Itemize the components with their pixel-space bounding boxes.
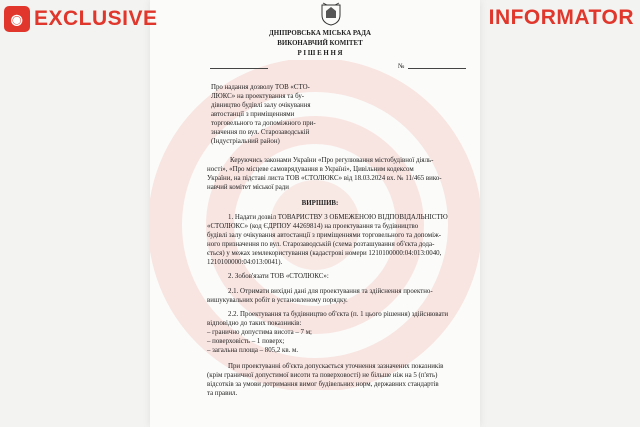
title-line: Про надання дозволу ТОВ «СТО- <box>211 84 310 91</box>
title-line: торговельного та допоміжного при- <box>211 120 316 127</box>
brand-informator: INFORMATOR <box>488 6 634 29</box>
item-1-line: «СТОЛЮКС» (код ЄДРПОУ 44269814) на проектування та будівництво <box>207 223 419 230</box>
item-2-2-line: відповідно до таких показників: <box>207 320 302 327</box>
committee-heading: ВИКОНАВЧИЙ КОМІТЕТ <box>277 40 363 47</box>
title-line: ЛЮКС» на проектування та бу- <box>211 93 305 100</box>
item-2-2-line: – гранично допустима висота – 7 м; <box>207 329 312 336</box>
closing-line: При проектуванні об'єкта допускається уточнення зазначених показників <box>228 363 444 370</box>
title-line: (Індустріальний район) <box>211 138 280 145</box>
closing-line: та правил. <box>207 390 238 397</box>
city-coat-of-arms-icon <box>320 2 342 26</box>
brand-exclusive-label: EXCLUSIVE <box>34 7 158 30</box>
decision-heading: Р І Ш Е Н Н Я <box>297 50 343 57</box>
title-line: значення по вул. Старозаводській <box>211 129 310 136</box>
preamble-line: Керуючись законами України «Про регулювання містобудівної діяль- <box>230 157 434 164</box>
closing-line: відсотків за умови дотримання вимог будівельних норм, державних стандартів <box>207 381 439 388</box>
item-1-line: будівлі залу очікування автостанції з приміщеннями торговельного та допоміж- <box>207 232 442 239</box>
item-2: 2. Зобов'язати ТОВ «СТОЛЮКС»: <box>228 273 329 280</box>
item-2-1-line: вишукувальних робіт в установленому порядку. <box>207 297 348 304</box>
title-line: дівництво будівлі залу очікування <box>211 102 311 109</box>
date-line <box>210 68 268 69</box>
item-2-2-line: – загальна площа – 805,2 кв. м. <box>207 347 299 354</box>
preamble-line: України, на підставі листа ТОВ «СТОЛЮКС» від 18.03.2024 вх. № 11/465 вико- <box>207 175 442 182</box>
item-2-1-line: 2.1. Отримати вихідні дані для проектування та здійснення проектно- <box>228 288 433 295</box>
resolved-heading: ВИРІШИВ: <box>301 200 339 207</box>
item-2-2-line: – поверховість – 1 поверх; <box>207 338 285 345</box>
title-line: автостанції з приміщеннями <box>211 111 295 118</box>
item-1-line: 1. Надати дозвіл ТОВАРИСТВУ З ОБМЕЖЕНОЮ ВІДПОВІДАЛЬНІСТЮ <box>228 214 448 221</box>
item-1-line: 1210100000:04:013:0041). <box>207 259 283 266</box>
item-2-2-line: 2.2. Проектування та будівництво об'єкта (п. 1 цього рішення) здійснювати <box>228 311 449 318</box>
brand-exclusive <box>4 6 158 32</box>
city-council-heading: ДНІПРОВСЬКА МІСЬКА РАДА <box>269 30 371 37</box>
item-1-line: ється) у межах землекористування (кадастрові номери 1210100000:04:013:0040, <box>207 250 442 257</box>
number-prefix: № <box>398 63 405 70</box>
preamble-line: навчий комітет міської ради <box>207 184 289 191</box>
item-1-line: ного призначення по вул. Старозаводській (схема розташування об'єкта дода- <box>207 241 435 248</box>
eye-icon: ◉ <box>4 6 30 32</box>
closing-line: (крім граничної допустимої висоти та поверховості) не більше ніж на 5 (п'ять) <box>207 372 438 379</box>
preamble-line: ності», «Про місцеве самоврядування в Україні», Цивільним кодексом <box>207 166 414 173</box>
number-line <box>408 68 466 69</box>
